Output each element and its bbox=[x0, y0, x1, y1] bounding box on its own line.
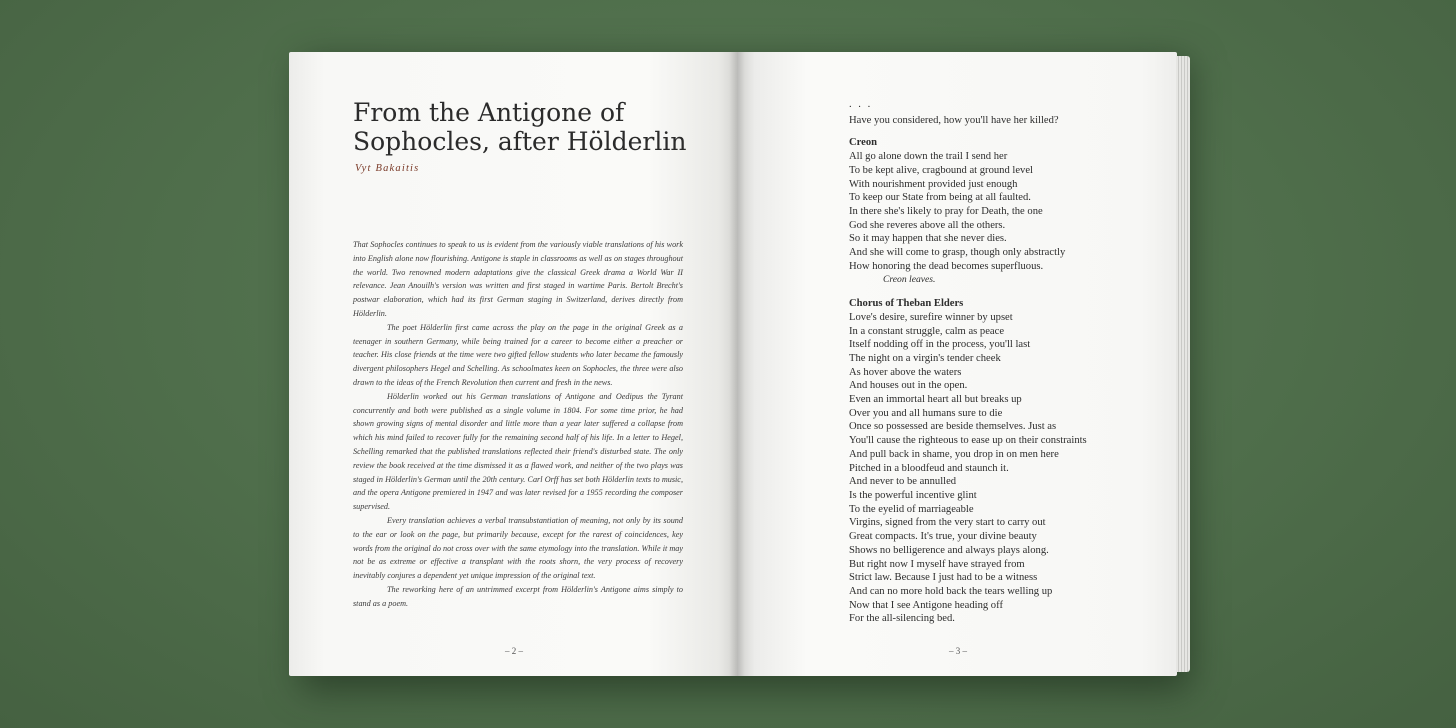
essay-paragraph: Every translation achieves a verbal transubstantiation of meaning, not only by its sound to the ear or look on the page, but primarily because, except for the rarest of coincidences, key words from the original do not cross over with the same etymology into the translation. While it may not be as extreme or effective a transplant with the roots shorn, the very process of recovery inevitably conjures a dependent yet unique impression of the original text. bbox=[353, 515, 683, 581]
verse-line: To keep our State from being at all faulted. bbox=[849, 192, 1031, 204]
verse-line: Even an immortal heart all but breaks up bbox=[849, 394, 1022, 406]
verse-line: All go alone down the trail I send her bbox=[849, 151, 1008, 163]
speaker-name: Creon bbox=[849, 137, 878, 149]
verse-line: And houses out in the open. bbox=[849, 380, 968, 392]
stage-direction: Creon leaves. bbox=[883, 274, 936, 286]
speaker-name: Chorus of Theban Elders bbox=[849, 298, 964, 310]
page-number: – 2 – bbox=[505, 646, 523, 656]
page-number: – 3 – bbox=[949, 646, 967, 656]
verse-line: And can no more hold back the tears welling up bbox=[849, 585, 1053, 597]
verse-line: With nourishment provided just enough bbox=[849, 178, 1018, 190]
verse-line: As hover above the waters bbox=[849, 366, 962, 378]
left-page bbox=[289, 52, 737, 676]
verse-line: How honoring the dead becomes superfluous. bbox=[849, 260, 1044, 272]
introduction-essay bbox=[353, 238, 683, 611]
verse-line: And she will come to grasp, though only abstractly bbox=[849, 247, 1066, 259]
verse-line: But right now I myself have strayed from bbox=[849, 558, 1025, 570]
verse-line: Great compacts. It's true, your divine beauty bbox=[849, 531, 1037, 543]
verse-line: God she reveres above all the others. bbox=[849, 219, 1006, 231]
play-excerpt bbox=[849, 98, 1149, 626]
book-gutter bbox=[729, 52, 745, 676]
verse-line: Pitched in a bloodfeud and staunch it. bbox=[849, 462, 1009, 474]
verse-line: Virgins, signed from the very start to carry out bbox=[849, 517, 1046, 529]
verse-line: To be kept alive, cragbound at ground level bbox=[849, 164, 1033, 176]
verse-line: Is the powerful incentive glint bbox=[849, 489, 977, 501]
right-page bbox=[737, 52, 1177, 676]
ellipsis-marker: . . . bbox=[849, 99, 873, 110]
opening-line: Have you considered, how you'll have her killed? bbox=[849, 114, 1059, 126]
verse-line: Now that I see Antigone heading off bbox=[849, 599, 1003, 611]
verse-line: For the all-silencing bed. bbox=[849, 613, 955, 625]
creon-speech bbox=[849, 150, 1149, 273]
verse-line: Once so possessed are beside themselves. Just as bbox=[849, 421, 1057, 433]
verse-line: You'll cause the righteous to ease up on their constraints bbox=[849, 435, 1087, 447]
page-title: From the Antigone of Sophocles, after Hölderlin bbox=[353, 98, 687, 156]
essay-paragraph: That Sophocles continues to speak to us is evident from the variously viable translations of his work into English alone now flourishing. Antigone is staple in classrooms as well as on stages throughout the world. Two renowned modern adaptations give the classical Greek drama a World War II relevance. Jean Anouilh's version was written and first staged in wartime Paris. Bertolt Brecht's postwar elaboration, which had its first German staging in Switzerland, derives directly from Hölderlin. bbox=[353, 240, 683, 318]
verse-line: So it may happen that she never dies. bbox=[849, 233, 1007, 245]
verse-line: The night on a virgin's tender cheek bbox=[849, 352, 1001, 364]
verse-line: Love's desire, surefire winner by upset bbox=[849, 311, 1013, 323]
verse-line: Over you and all humans sure to die bbox=[849, 407, 1003, 419]
essay-paragraph: Hölderlin worked out his German translations of Antigone and Oedipus the Tyrant concurrently and both were published as a single volume in 1804. For some time prior, he had shown growing signs of mental disorder and little more than a year later suffered a collapse from which his mind failed to recover fully for the remaining second half of his life. In a letter to Hegel, Schelling remarked that the published translations reflected their friend's disturbed state. The only review the book received at the time dismissed it as a flawed work, and neither of the two plays was staged in Hölderlin's German until the 20th century. Carl Orff has set both Hölderlin texts to music, and the opera Antigone premiered in 1947 and was later revised for a 1955 recording the composer supervised. bbox=[353, 391, 683, 512]
essay-paragraph: The poet Hölderlin first came across the play on the page in the original Greek as a teenager in southern Germany, while being trained for a career to become either a preacher or teacher. His close friends at the time were two gifted fellow students who later became the famously divergent philosophers Hegel and Schelling. As schoolmates keen on Sophocles, the three were also drawn to the ideas of the French Revolution then current and fresh in the news. bbox=[353, 322, 683, 387]
page-edges bbox=[1176, 56, 1190, 672]
verse-line: And never to be annulled bbox=[849, 476, 957, 488]
verse-line: In there she's likely to pray for Death, the one bbox=[849, 205, 1043, 217]
verse-line: In a constant struggle, calm as peace bbox=[849, 325, 1005, 337]
verse-line: Strict law. Because I just had to be a witness bbox=[849, 572, 1038, 584]
verse-line: Shows no belligerence and always plays along. bbox=[849, 544, 1049, 556]
author-name: Vyt Bakaitis bbox=[355, 163, 420, 174]
verse-line: And pull back in shame, you drop in on men here bbox=[849, 448, 1059, 460]
verse-line: To the eyelid of marriageable bbox=[849, 503, 974, 515]
verse-line: Itself nodding off in the process, you'll last bbox=[849, 339, 1031, 351]
chorus-speech bbox=[849, 311, 1149, 626]
essay-paragraph: The reworking here of an untrimmed excerpt from Hölderlin's Antigone aims simply to stand as a poem. bbox=[353, 584, 683, 608]
